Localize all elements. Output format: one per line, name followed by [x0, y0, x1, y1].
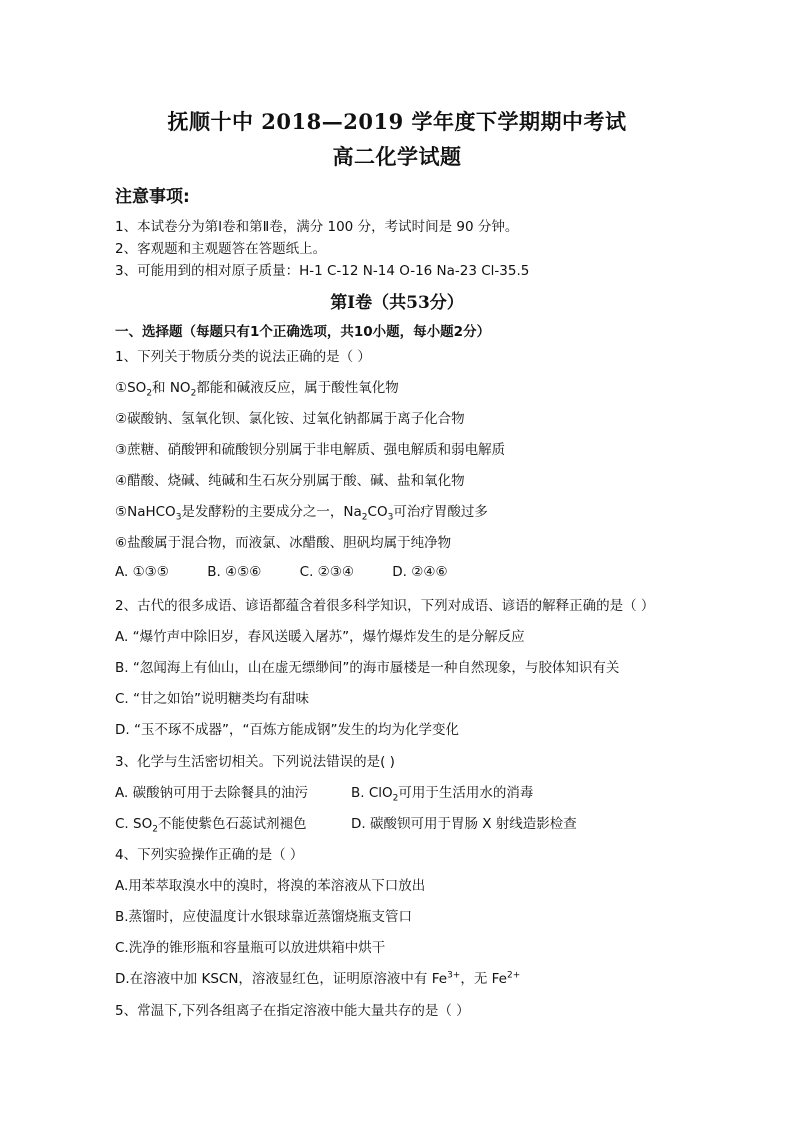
q2-option-d: D. “玉不琢不成器”，“百炼方能成钢”发生的均为化学变化: [115, 722, 459, 738]
q1-statement-6: ⑥盐酸属于混合物，而液氯、冰醋酸、胆矾均属于纯净物: [115, 535, 452, 551]
exam-subtitle: 高二化学试题: [332, 144, 462, 169]
q4-option-b: B.蒸馏时，应使温度计水银球靠近蒸馏烧瓶支管口: [115, 909, 413, 925]
q3-stem: 3、化学与生活密切相关。下列说法错误的是( ): [115, 754, 395, 770]
q4-option-a: A.用苯萃取溴水中的溴时，将溴的苯溶液从下口放出: [115, 878, 426, 894]
q1-options: [115, 564, 448, 580]
q3-option-b: B. ClO$_2$可用于生活用水的消毒: [351, 785, 534, 804]
q1-stem: 1、下列关于物质分类的说法正确的是（ ）: [115, 349, 371, 365]
note-item-1: 1、本试卷分为第Ⅰ卷和第Ⅱ卷，满分 100 分，考试时间是 90 分钟。: [115, 219, 519, 235]
part1-title: 第Ⅰ卷（共53分）: [330, 293, 464, 313]
q1-statement-1: $①SO_2$和 $NO_2$都能和碱液反应，属于酸性氧化物: [115, 380, 399, 399]
q1-statement-5: ⑤NaHCO$_3$是发酵粉的主要成分之一，$Na_2CO_3$可治疗胃酸过多: [115, 504, 488, 523]
note-item-3: 3、可能用到的相对原子质量：H-1 C-12 N-14 O-16 Na-23 Cl-35.5: [115, 263, 530, 279]
exam-title: 抚顺十中 2018—2019 学年度下学期期中考试: [167, 109, 627, 134]
q4-stem: 4、下列实验操作正确的是（ ）: [115, 847, 304, 863]
notes-heading: 注意事项:: [115, 187, 190, 207]
q2-option-c: C. “甘之如饴”说明糖类均有甜味: [115, 691, 309, 707]
q4-option-d: D.在溶液中加 KSCN，溶液显红色，证明原溶液中有 $Fe^{3+}$，无 $Fe^{2+}$: [115, 970, 521, 987]
q5-stem: 5、常温下,下列各组离子在指定溶液中能大量共存的是（ ）: [115, 1003, 470, 1019]
q4-option-c: C.洗净的锥形瓶和容量瓶可以放进烘箱中烘干: [115, 940, 386, 956]
note-item-2: 2、客观题和主观题答在答题纸上。: [115, 241, 327, 257]
q3-option-a: A. 碳酸钠可用于去除餐具的油污: [115, 785, 309, 801]
q3-option-c: C. $SO_2$不能使紫色石蕊试剂褪色: [115, 816, 307, 835]
q1-option-a: A. ①③⑤: [115, 564, 169, 580]
section-heading: 一、选择题（每题只有1个正确选项，共10小题，每小题2分）: [115, 324, 491, 340]
q1-statement-3: ③蔗糖、硝酸钾和硫酸钡分别属于非电解质、强电解质和弱电解质: [115, 442, 506, 458]
q3-option-d: D. 碳酸钡可用于胃肠 X 射线造影检查: [351, 816, 577, 832]
q1-statement-2: ②碳酸钠、氢氧化钡、氯化铵、过氧化钠都属于离子化合物: [115, 411, 465, 427]
q1-option-d: D. ②④⑥: [392, 564, 448, 580]
q1-statement-4: ④醋酸、烧碱、纯碱和生石灰分别属于酸、碱、盐和氧化物: [115, 473, 465, 489]
q2-option-b: B. “忽闻海上有仙山，山在虚无缥缈间”的海市蜃楼是一种自然现象，与胶体知识有关: [115, 660, 620, 676]
q2-option-a: A. “爆竹声中除旧岁，春风送暖入屠苏”，爆竹爆炸发生的是分解反应: [115, 629, 525, 645]
q2-stem: 2、古代的很多成语、谚语都蕴含着很多科学知识，下列对成语、谚语的解释正确的是（ ）: [115, 598, 655, 614]
q1-option-c: C. ②③④: [299, 564, 354, 580]
q1-option-b: B. ④⑤⑥: [207, 564, 262, 580]
